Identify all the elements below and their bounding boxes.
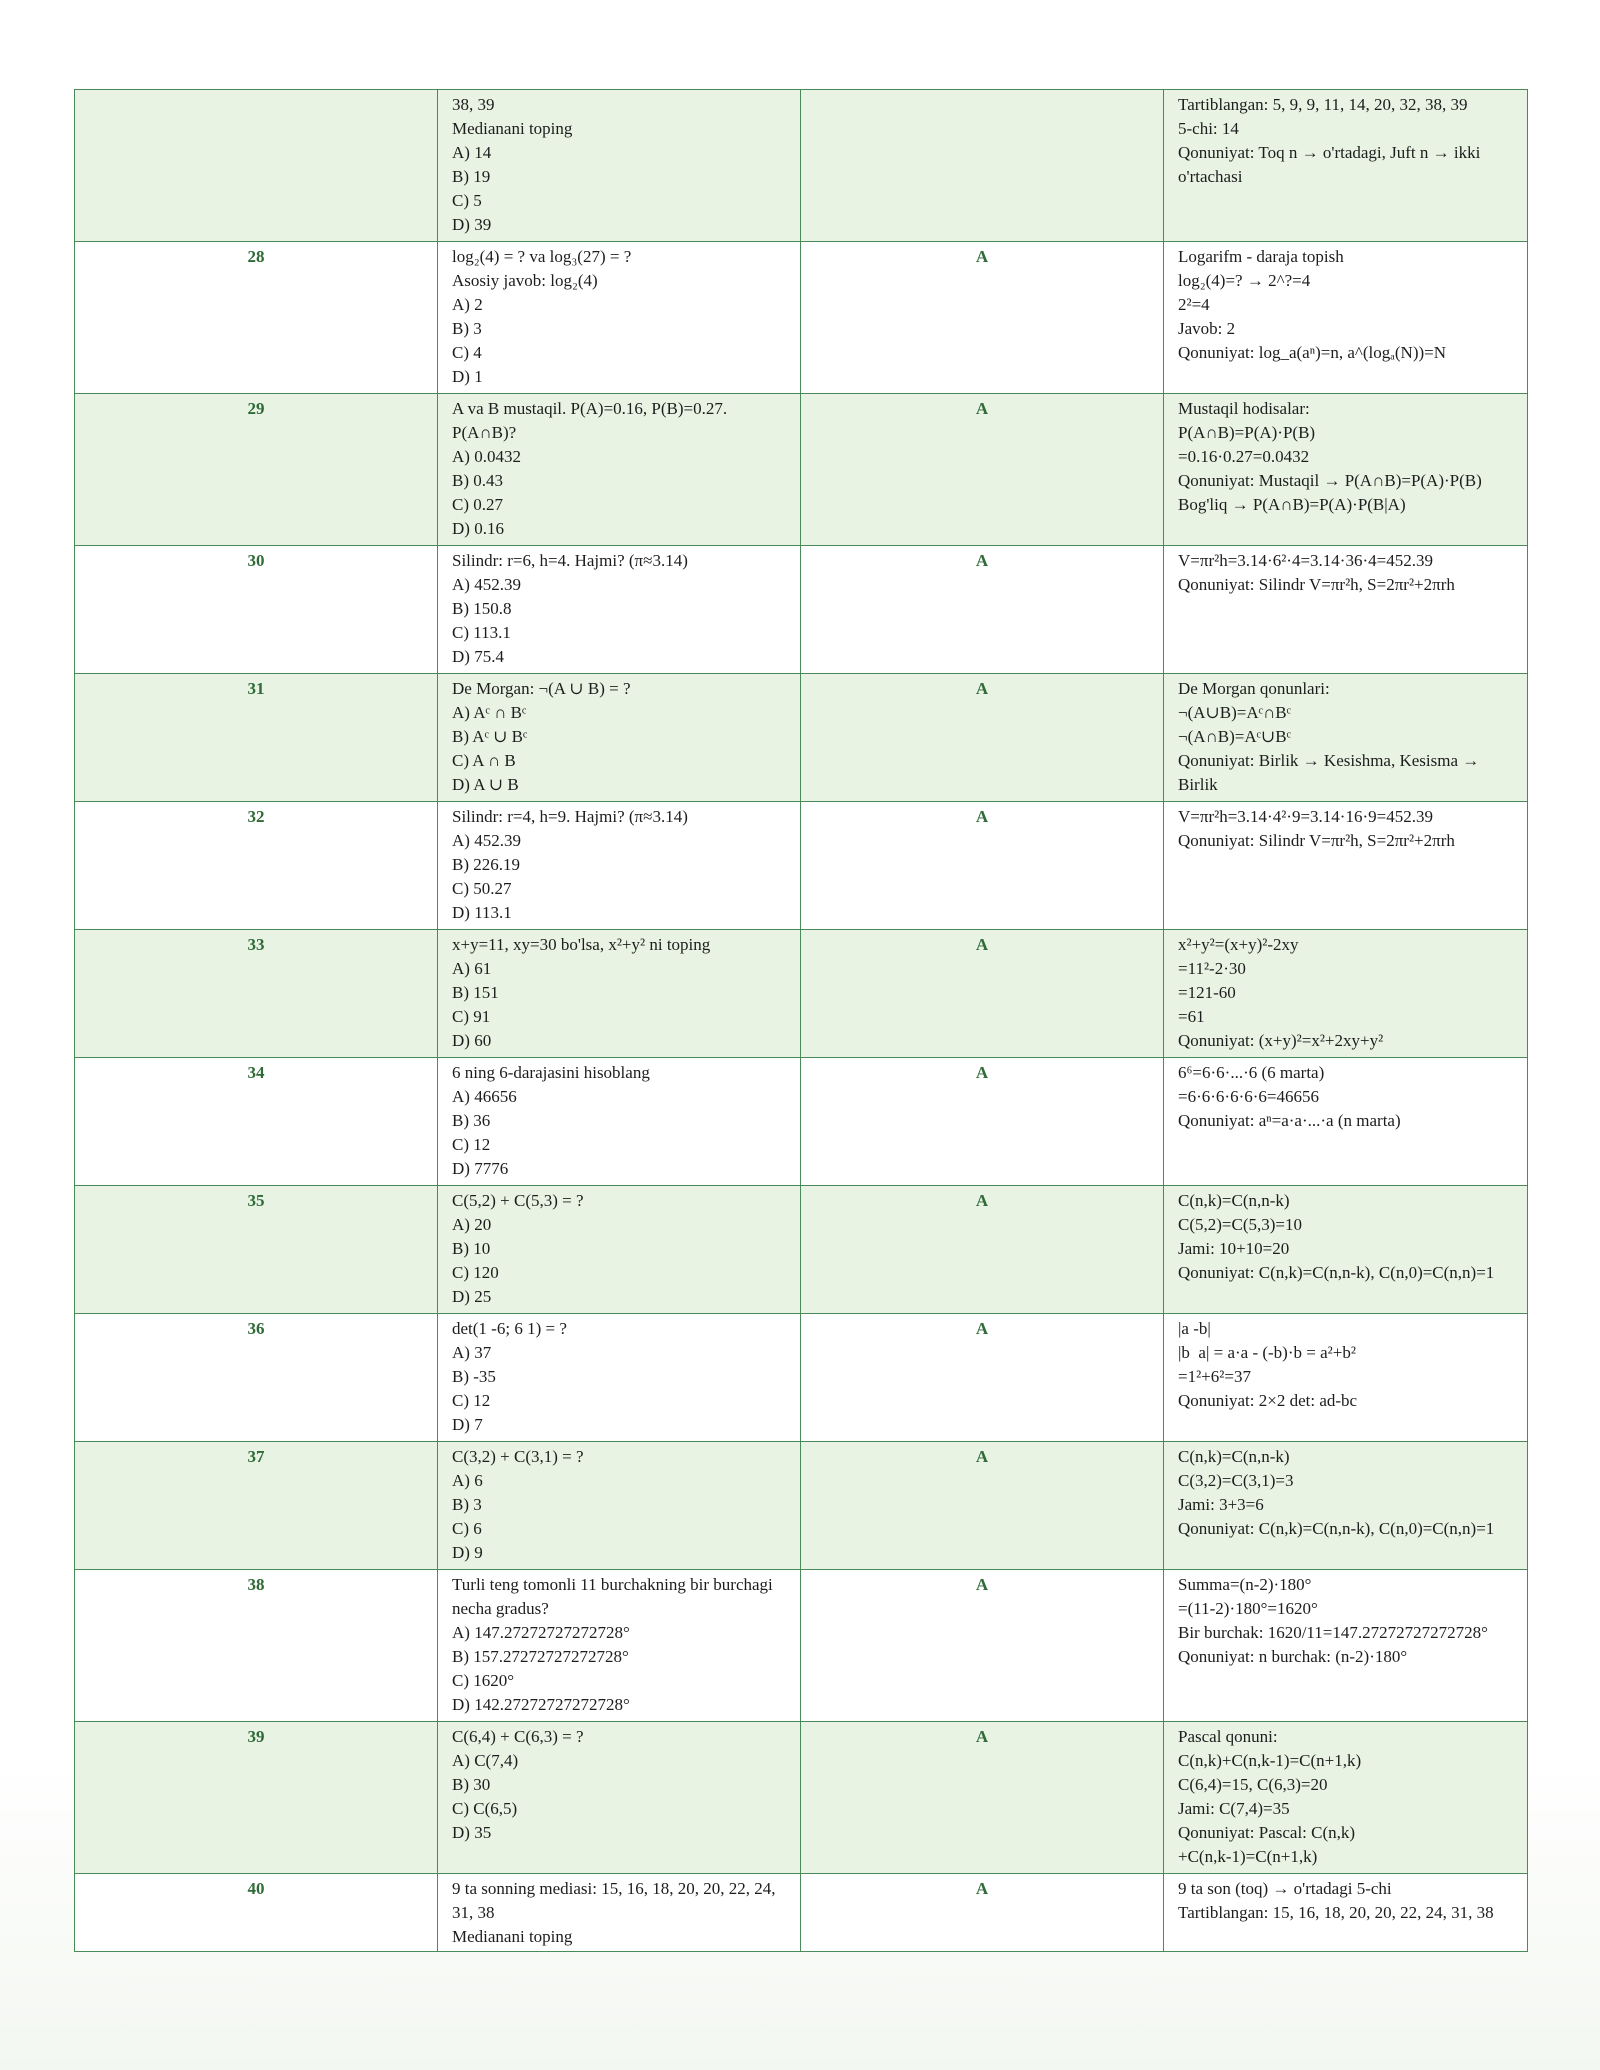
table-row bbox=[75, 90, 1528, 242]
question-line: Asosiy javob: log₂(4) bbox=[452, 271, 598, 290]
question-line: D) 39 bbox=[452, 215, 492, 234]
question-line: A) 452.39 bbox=[452, 831, 521, 850]
question-line: A) 61 bbox=[452, 959, 492, 978]
solution-line: 2²=4 bbox=[1178, 295, 1210, 314]
solution-line: 9 ta son (toq) → o'rtadagi 5-chi bbox=[1178, 1879, 1392, 1898]
question-text: 38, 39 bbox=[452, 95, 495, 114]
question-line: C) 4 bbox=[452, 343, 482, 362]
question-number: 38 bbox=[75, 1570, 438, 1722]
solution-line: C(n,k)=C(n,n-k) bbox=[1178, 1191, 1290, 1210]
solution-line: x²+y²=(x+y)²-2xy bbox=[1178, 935, 1299, 954]
solution-line: =0.16·0.27=0.0432 bbox=[1178, 447, 1310, 466]
solution-line: ¬(A∩B)=Aᶜ∪Bᶜ bbox=[1178, 727, 1291, 746]
question-number: 28 bbox=[75, 242, 438, 394]
solution-line: Qonuniyat: Toq n → o'rtadagi, Juft n → ikki o'rtachasi bbox=[1178, 143, 1485, 186]
solution-line: V=πr²h=3.14·4²·9=3.14·16·9=452.39 bbox=[1178, 807, 1433, 826]
solution-line: =6·6·6·6·6·6=46656 bbox=[1178, 1087, 1319, 1106]
question-cell bbox=[438, 1442, 801, 1570]
table-row bbox=[75, 1722, 1528, 1874]
solution-line: C(3,2)=C(3,1)=3 bbox=[1178, 1471, 1294, 1490]
solution-line: C(5,2)=C(5,3)=10 bbox=[1178, 1215, 1302, 1234]
question-line: A) 46656 bbox=[452, 1087, 517, 1106]
question-line: D) A ∪ B bbox=[452, 775, 519, 794]
question-cell bbox=[438, 1058, 801, 1186]
question-line: A) 452.39 bbox=[452, 575, 521, 594]
solution-line: Jami: 3+3=6 bbox=[1178, 1495, 1264, 1514]
question-line: B) -35 bbox=[452, 1367, 496, 1386]
question-line: B) 0.43 bbox=[452, 471, 503, 490]
question-line: C) 6 bbox=[452, 1519, 482, 1538]
question-text: C(6,4) + C(6,3) = ? bbox=[452, 1727, 584, 1746]
question-line: C) 120 bbox=[452, 1263, 499, 1282]
question-number: 39 bbox=[75, 1722, 438, 1874]
answer-letter: A bbox=[801, 930, 1164, 1058]
question-line: C) 50.27 bbox=[452, 879, 512, 898]
question-cell bbox=[438, 930, 801, 1058]
question-line: A) 20 bbox=[452, 1215, 492, 1234]
solution-cell bbox=[1164, 1186, 1528, 1314]
solution-line: =(11-2)·180°=1620° bbox=[1178, 1599, 1318, 1618]
question-number: 34 bbox=[75, 1058, 438, 1186]
question-cell bbox=[438, 242, 801, 394]
solution-cell bbox=[1164, 546, 1528, 674]
question-line: D) 7776 bbox=[452, 1159, 509, 1178]
solution-line: 5-chi: 14 bbox=[1178, 119, 1239, 138]
question-line: A) 6 bbox=[452, 1471, 483, 1490]
solution-line: Qonuniyat: 2×2 det: ad-bc bbox=[1178, 1391, 1358, 1410]
question-line: B) 36 bbox=[452, 1111, 491, 1130]
question-line: A) 2 bbox=[452, 295, 483, 314]
question-number: 37 bbox=[75, 1442, 438, 1570]
question-line: D) 0.16 bbox=[452, 519, 504, 538]
question-text: Turli teng tomonli 11 burchakning bir burchagi necha gradus? bbox=[452, 1575, 778, 1618]
solution-line: Javob: 2 bbox=[1178, 319, 1236, 338]
question-line: D) 9 bbox=[452, 1543, 483, 1562]
question-number: 35 bbox=[75, 1186, 438, 1314]
solution-line: ¬(A∪B)=Aᶜ∩Bᶜ bbox=[1178, 703, 1291, 722]
answer-letter: A bbox=[801, 1058, 1164, 1186]
question-line: A) C(7,4) bbox=[452, 1751, 519, 1770]
question-number: 40 bbox=[75, 1874, 438, 1952]
question-line: C) 12 bbox=[452, 1135, 491, 1154]
answer-letter: A bbox=[801, 1570, 1164, 1722]
question-line: B) 226.19 bbox=[452, 855, 520, 874]
question-line: B) 3 bbox=[452, 1495, 482, 1514]
question-cell bbox=[438, 1570, 801, 1722]
solution-line: Pascal qonuni: bbox=[1178, 1727, 1278, 1746]
solution-line: Tartiblangan: 15, 16, 18, 20, 20, 22, 24, 31, 38 bbox=[1178, 1903, 1494, 1922]
table-row bbox=[75, 1874, 1528, 1952]
answer-letter: A bbox=[801, 546, 1164, 674]
solution-line: Logarifm - daraja topish bbox=[1178, 247, 1344, 266]
answer-letter: A bbox=[801, 1314, 1164, 1442]
question-line: A) Aᶜ ∩ Bᶜ bbox=[452, 703, 527, 722]
solution-line: =11²-2·30 bbox=[1178, 959, 1246, 978]
question-text: det(1 -6; 6 1) = ? bbox=[452, 1319, 567, 1338]
question-cell bbox=[438, 1314, 801, 1442]
solution-line: Qonuniyat: (x+y)²=x²+2xy+y² bbox=[1178, 1031, 1384, 1050]
question-cell bbox=[438, 1722, 801, 1874]
table-row bbox=[75, 546, 1528, 674]
question-text: Silindr: r=6, h=4. Hajmi? (π≈3.14) bbox=[452, 551, 688, 570]
question-line: A) 14 bbox=[452, 143, 492, 162]
question-line: C) 5 bbox=[452, 191, 482, 210]
answer-letter bbox=[801, 90, 1164, 242]
question-cell bbox=[438, 1874, 801, 1952]
answer-letter: A bbox=[801, 1874, 1164, 1952]
table-row bbox=[75, 1314, 1528, 1442]
question-line: Medianani toping bbox=[452, 119, 573, 138]
solution-line: Qonuniyat: Silindr V=πr²h, S=2πr²+2πrh bbox=[1178, 575, 1455, 594]
solution-line: Qonuniyat: Silindr V=πr²h, S=2πr²+2πrh bbox=[1178, 831, 1455, 850]
solution-cell bbox=[1164, 1570, 1528, 1722]
table-row bbox=[75, 1058, 1528, 1186]
question-line: B) Aᶜ ∪ Bᶜ bbox=[452, 727, 528, 746]
solution-line: C(n,k)=C(n,n-k) bbox=[1178, 1447, 1290, 1466]
answer-letter: A bbox=[801, 394, 1164, 546]
question-cell bbox=[438, 674, 801, 802]
question-line: D) 60 bbox=[452, 1031, 492, 1050]
question-text: 9 ta sonning mediasi: 15, 16, 18, 20, 20, 22, 24, 31, 38 bbox=[452, 1879, 780, 1922]
solution-line: =1²+6²=37 bbox=[1178, 1367, 1251, 1386]
question-text: C(3,2) + C(3,1) = ? bbox=[452, 1447, 584, 1466]
solution-line: Jami: C(7,4)=35 bbox=[1178, 1799, 1290, 1818]
question-cell bbox=[438, 394, 801, 546]
table-row bbox=[75, 802, 1528, 930]
question-text: 6 ning 6-darajasini hisoblang bbox=[452, 1063, 650, 1082]
solution-line: Qonuniyat: Mustaqil → P(A∩B)=P(A)·P(B) bbox=[1178, 471, 1482, 490]
question-cell bbox=[438, 1186, 801, 1314]
solution-line: De Morgan qonunlari: bbox=[1178, 679, 1330, 698]
answer-letter: A bbox=[801, 802, 1164, 930]
solution-cell bbox=[1164, 1058, 1528, 1186]
table-row bbox=[75, 930, 1528, 1058]
answer-letter: A bbox=[801, 1186, 1164, 1314]
answer-letter: A bbox=[801, 1442, 1164, 1570]
solution-line: Tartiblangan: 5, 9, 9, 11, 14, 20, 32, 38, 39 bbox=[1178, 95, 1468, 114]
question-line: C) 91 bbox=[452, 1007, 491, 1026]
solution-cell bbox=[1164, 930, 1528, 1058]
solution-cell bbox=[1164, 802, 1528, 930]
solution-line: Qonuniyat: Pascal: C(n,k) bbox=[1178, 1823, 1356, 1842]
solution-line: V=πr²h=3.14·6²·4=3.14·36·4=452.39 bbox=[1178, 551, 1433, 570]
question-line: B) 150.8 bbox=[452, 599, 512, 618]
solution-cell bbox=[1164, 1722, 1528, 1874]
solution-cell bbox=[1164, 242, 1528, 394]
solution-line: Qonuniyat: n burchak: (n-2)·180° bbox=[1178, 1647, 1408, 1666]
question-line: C) C(6,5) bbox=[452, 1799, 518, 1818]
question-number: 32 bbox=[75, 802, 438, 930]
question-line: B) 10 bbox=[452, 1239, 491, 1258]
solution-line: =61 bbox=[1178, 1007, 1205, 1026]
question-line: B) 151 bbox=[452, 983, 499, 1002]
question-line: D) 7 bbox=[452, 1415, 483, 1434]
solution-cell bbox=[1164, 1442, 1528, 1570]
table-row bbox=[75, 394, 1528, 546]
question-line: B) 157.27272727272728° bbox=[452, 1647, 629, 1666]
solution-line: Summa=(n-2)·180° bbox=[1178, 1575, 1312, 1594]
question-text: x+y=11, xy=30 bo'lsa, x²+y² ni toping bbox=[452, 935, 711, 954]
question-text: Silindr: r=4, h=9. Hajmi? (π≈3.14) bbox=[452, 807, 688, 826]
question-number: 29 bbox=[75, 394, 438, 546]
question-line: B) 3 bbox=[452, 319, 482, 338]
question-line: D) 35 bbox=[452, 1823, 492, 1842]
solution-cell bbox=[1164, 674, 1528, 802]
solution-line: P(A∩B)=P(A)·P(B) bbox=[1178, 423, 1316, 442]
question-text: log₂(4) = ? va log₃(27) = ? bbox=[452, 247, 632, 266]
question-number bbox=[75, 90, 438, 242]
question-cell bbox=[438, 90, 801, 242]
solution-cell bbox=[1164, 1314, 1528, 1442]
question-line: D) 75.4 bbox=[452, 647, 504, 666]
solution-line: |b a| = a·a - (-b)·b = a²+b² bbox=[1178, 1343, 1356, 1362]
solution-line: Mustaqil hodisalar: bbox=[1178, 399, 1310, 418]
solution-line: log₂(4)=? → 2^?=4 bbox=[1178, 271, 1311, 290]
solution-line: Qonuniyat: aⁿ=a·a·...·a (n marta) bbox=[1178, 1111, 1401, 1130]
question-line: A) 147.27272727272728° bbox=[452, 1623, 630, 1642]
answer-table-body bbox=[75, 90, 1528, 1952]
solution-cell bbox=[1164, 90, 1528, 242]
table-row bbox=[75, 242, 1528, 394]
question-line: C) 0.27 bbox=[452, 495, 503, 514]
question-number: 36 bbox=[75, 1314, 438, 1442]
question-line: D) 25 bbox=[452, 1287, 492, 1306]
question-line: B) 30 bbox=[452, 1775, 491, 1794]
question-line: C) A ∩ B bbox=[452, 751, 516, 770]
answer-letter: A bbox=[801, 674, 1164, 802]
solution-line: Qonuniyat: Birlik → Kesishma, Kesisma → Birlik bbox=[1178, 751, 1484, 794]
question-line: A) 37 bbox=[452, 1343, 492, 1362]
question-line: C) 1620° bbox=[452, 1671, 515, 1690]
solution-line: C(n,k)+C(n,k-1)=C(n+1,k) bbox=[1178, 1751, 1362, 1770]
question-line: D) 1 bbox=[452, 367, 483, 386]
answer-letter: A bbox=[801, 1722, 1164, 1874]
question-line: D) 113.1 bbox=[452, 903, 512, 922]
question-line: C) 113.1 bbox=[452, 623, 511, 642]
solution-line: +C(n,k-1)=C(n+1,k) bbox=[1178, 1847, 1318, 1866]
question-number: 30 bbox=[75, 546, 438, 674]
question-line: D) 142.27272727272728° bbox=[452, 1695, 630, 1714]
solution-line: Qonuniyat: C(n,k)=C(n,n-k), C(n,0)=C(n,n)=1 bbox=[1178, 1519, 1495, 1538]
question-line: A) 0.0432 bbox=[452, 447, 521, 466]
question-text: A va B mustaqil. P(A)=0.16, P(B)=0.27. P(A∩B)? bbox=[452, 399, 732, 442]
solution-line: 6⁶=6·6·...·6 (6 marta) bbox=[1178, 1063, 1325, 1082]
solution-line: Qonuniyat: C(n,k)=C(n,n-k), C(n,0)=C(n,n)=1 bbox=[1178, 1263, 1495, 1282]
question-cell bbox=[438, 546, 801, 674]
question-number: 31 bbox=[75, 674, 438, 802]
question-text: C(5,2) + C(5,3) = ? bbox=[452, 1191, 584, 1210]
solution-line: Qonuniyat: log_a(aⁿ)=n, a^(logₐ(N))=N bbox=[1178, 343, 1446, 362]
question-cell bbox=[438, 802, 801, 930]
question-text: De Morgan: ¬(A ∪ B) = ? bbox=[452, 679, 631, 698]
solution-line: Bog'liq → P(A∩B)=P(A)·P(B|A) bbox=[1178, 495, 1406, 514]
question-line: Medianani toping bbox=[452, 1927, 573, 1946]
table-row bbox=[75, 1186, 1528, 1314]
solution-line: Bir burchak: 1620/11=147.27272727272728° bbox=[1178, 1623, 1488, 1642]
solution-line: =121-60 bbox=[1178, 983, 1236, 1002]
solution-line: C(6,4)=15, C(6,3)=20 bbox=[1178, 1775, 1328, 1794]
question-line: C) 12 bbox=[452, 1391, 491, 1410]
solution-line: |a -b| bbox=[1178, 1319, 1211, 1338]
question-line: B) 19 bbox=[452, 167, 491, 186]
table-row bbox=[75, 1570, 1528, 1722]
question-number: 33 bbox=[75, 930, 438, 1058]
table-row bbox=[75, 674, 1528, 802]
table-row bbox=[75, 1442, 1528, 1570]
solution-cell bbox=[1164, 394, 1528, 546]
answer-letter: A bbox=[801, 242, 1164, 394]
solution-line: Jami: 10+10=20 bbox=[1178, 1239, 1290, 1258]
solution-cell bbox=[1164, 1874, 1528, 1952]
answer-table bbox=[74, 89, 1528, 1952]
